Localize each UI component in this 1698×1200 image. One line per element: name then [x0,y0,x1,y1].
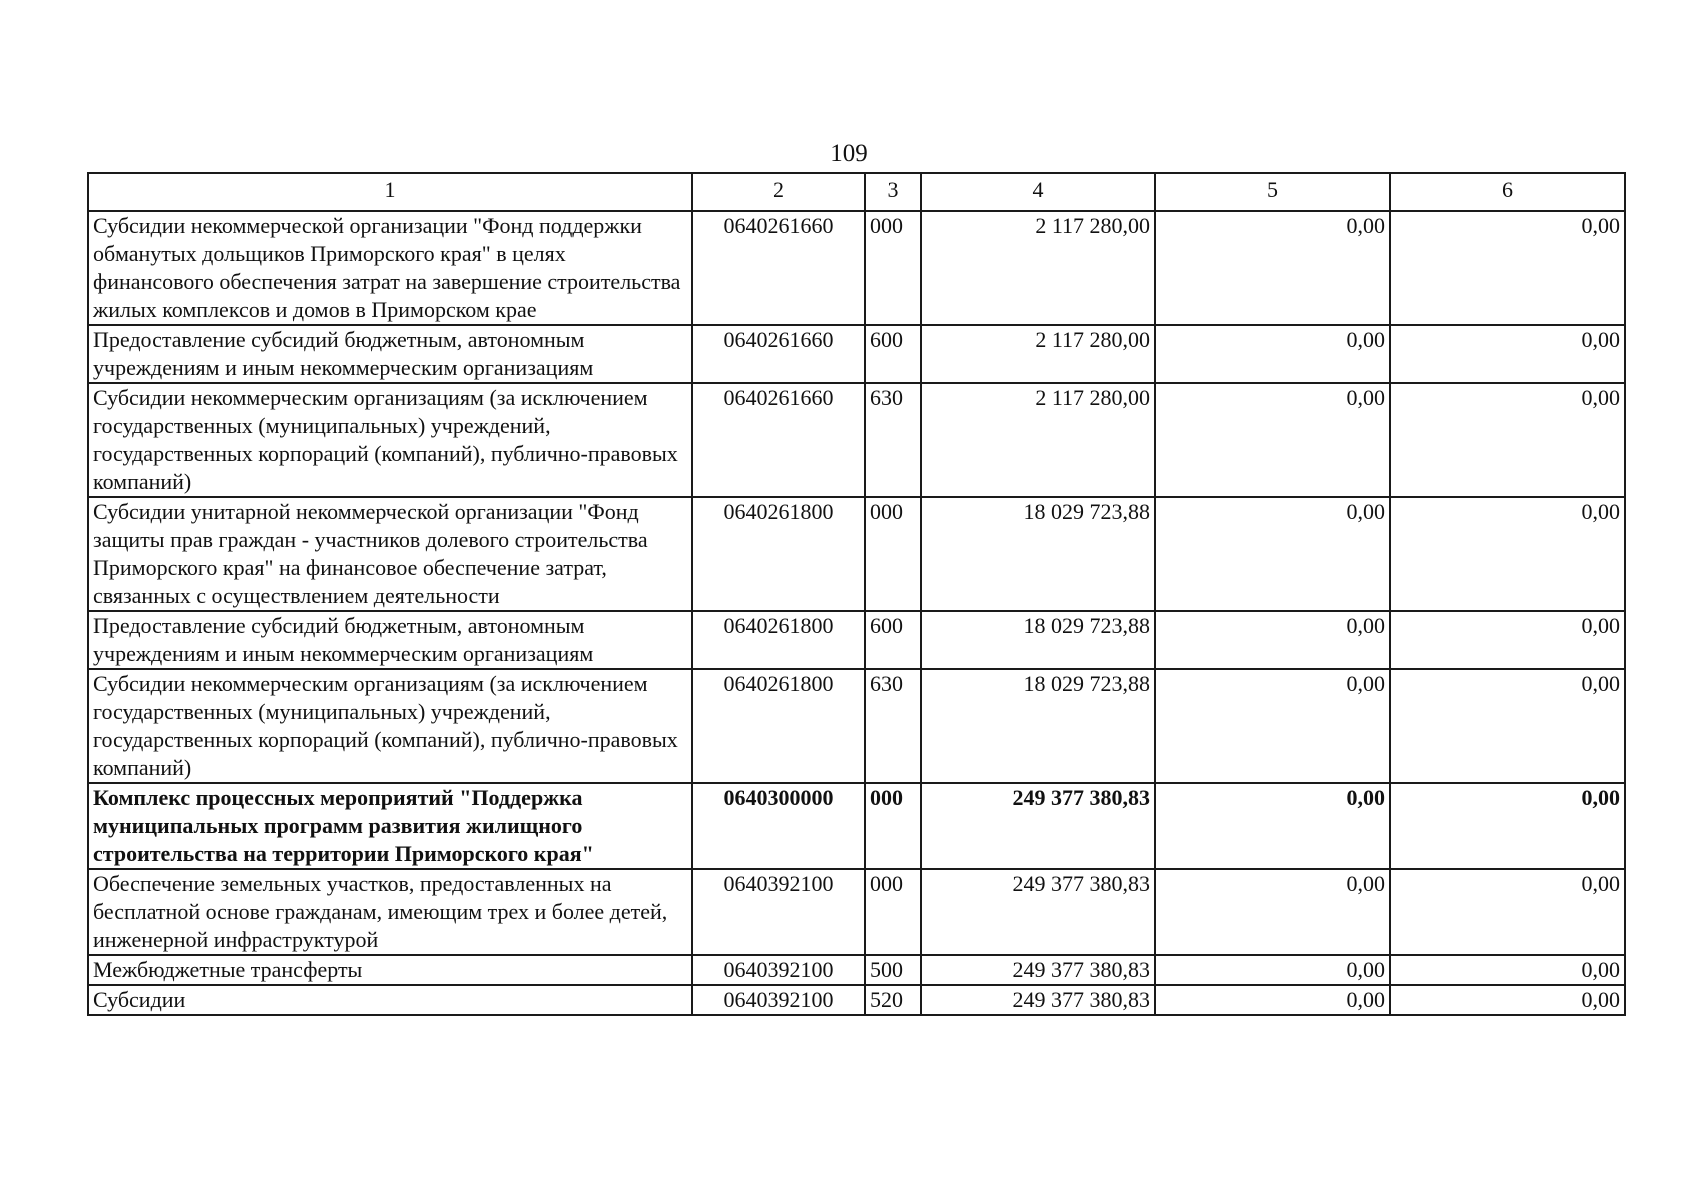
row-amount-col4: 249 377 380,83 [921,869,1155,955]
row-expense-type: 630 [865,669,921,783]
row-expense-type: 600 [865,325,921,383]
column-header: 3 [865,173,921,211]
row-amount-col5: 0,00 [1155,669,1390,783]
row-expense-type: 600 [865,611,921,669]
row-amount-col6: 0,00 [1390,985,1625,1015]
row-amount-col5: 0,00 [1155,955,1390,985]
column-header: 6 [1390,173,1625,211]
row-name: Субсидии некоммерческим организациям (за исключением государственных (муниципальных) учреждений, государственных корпораций (компаний), публично-правовых компаний) [88,669,692,783]
row-amount-col6: 0,00 [1390,383,1625,497]
row-target-code: 0640261660 [692,325,865,383]
row-target-code: 0640261800 [692,611,865,669]
row-amount-col4: 18 029 723,88 [921,497,1155,611]
row-amount-col4: 249 377 380,83 [921,985,1155,1015]
row-expense-type: 000 [865,211,921,325]
row-target-code: 0640261660 [692,383,865,497]
row-amount-col6: 0,00 [1390,611,1625,669]
row-amount-col6: 0,00 [1390,869,1625,955]
table-row [88,955,1625,985]
row-name: Субсидии некоммерческим организациям (за исключением государственных (муниципальных) учреждений, государственных корпораций (компаний), публично-правовых компаний) [88,383,692,497]
table-row [88,611,1625,669]
row-name: Межбюджетные трансферты [88,955,692,985]
table-row [88,869,1625,955]
row-name: Субсидии унитарной некоммерческой организации "Фонд защиты прав граждан - участников долевого строительства Приморского края" на финансовое обеспечение затрат, связанных с осуществлением деятельности [88,497,692,611]
row-amount-col6: 0,00 [1390,497,1625,611]
row-amount-col6: 0,00 [1390,783,1625,869]
table-row [88,211,1625,325]
row-expense-type: 630 [865,383,921,497]
budget-table [87,172,1626,1016]
row-target-code: 0640261660 [692,211,865,325]
row-name: Предоставление субсидий бюджетным, автономным учреждениям и иным некоммерческим организациям [88,325,692,383]
row-amount-col5: 0,00 [1155,211,1390,325]
table-header-row [88,173,1625,211]
row-amount-col6: 0,00 [1390,669,1625,783]
row-expense-type: 000 [865,497,921,611]
row-amount-col4: 2 117 280,00 [921,325,1155,383]
row-amount-col4: 2 117 280,00 [921,383,1155,497]
table-row [88,669,1625,783]
row-amount-col4: 18 029 723,88 [921,669,1155,783]
table-row [88,985,1625,1015]
row-target-code: 0640392100 [692,869,865,955]
row-expense-type: 000 [865,783,921,869]
row-target-code: 0640300000 [692,783,865,869]
row-amount-col5: 0,00 [1155,783,1390,869]
row-amount-col4: 249 377 380,83 [921,955,1155,985]
row-expense-type: 500 [865,955,921,985]
column-header: 4 [921,173,1155,211]
column-header: 1 [88,173,692,211]
row-amount-col5: 0,00 [1155,611,1390,669]
row-amount-col4: 18 029 723,88 [921,611,1155,669]
table-row [88,383,1625,497]
row-amount-col6: 0,00 [1390,955,1625,985]
table-row-section [88,783,1625,869]
page-number: 109 [830,140,868,167]
row-name: Обеспечение земельных участков, предоставленных на бесплатной основе гражданам, имеющим трех и более детей, инженерной инфраструктурой [88,869,692,955]
row-expense-type: 520 [865,985,921,1015]
row-target-code: 0640261800 [692,497,865,611]
row-name: Субсидии некоммерческой организации "Фонд поддержки обманутых дольщиков Приморского края" в целях финансового обеспечения затрат на завершение строительства жилых комплексов и домов в Приморском крае [88,211,692,325]
row-target-code: 0640261800 [692,669,865,783]
row-target-code: 0640392100 [692,985,865,1015]
row-amount-col5: 0,00 [1155,869,1390,955]
row-amount-col6: 0,00 [1390,325,1625,383]
table-row [88,325,1625,383]
row-amount-col4: 249 377 380,83 [921,783,1155,869]
row-amount-col6: 0,00 [1390,211,1625,325]
row-name: Комплекс процессных мероприятий "Поддержка муниципальных программ развития жилищного строительства на территории Приморского края" [88,783,692,869]
table-row [88,497,1625,611]
row-amount-col5: 0,00 [1155,985,1390,1015]
row-amount-col5: 0,00 [1155,497,1390,611]
column-header: 5 [1155,173,1390,211]
row-name: Субсидии [88,985,692,1015]
row-amount-col5: 0,00 [1155,325,1390,383]
row-name: Предоставление субсидий бюджетным, автономным учреждениям и иным некоммерческим организациям [88,611,692,669]
row-amount-col4: 2 117 280,00 [921,211,1155,325]
row-target-code: 0640392100 [692,955,865,985]
row-amount-col5: 0,00 [1155,383,1390,497]
column-header: 2 [692,173,865,211]
row-expense-type: 000 [865,869,921,955]
